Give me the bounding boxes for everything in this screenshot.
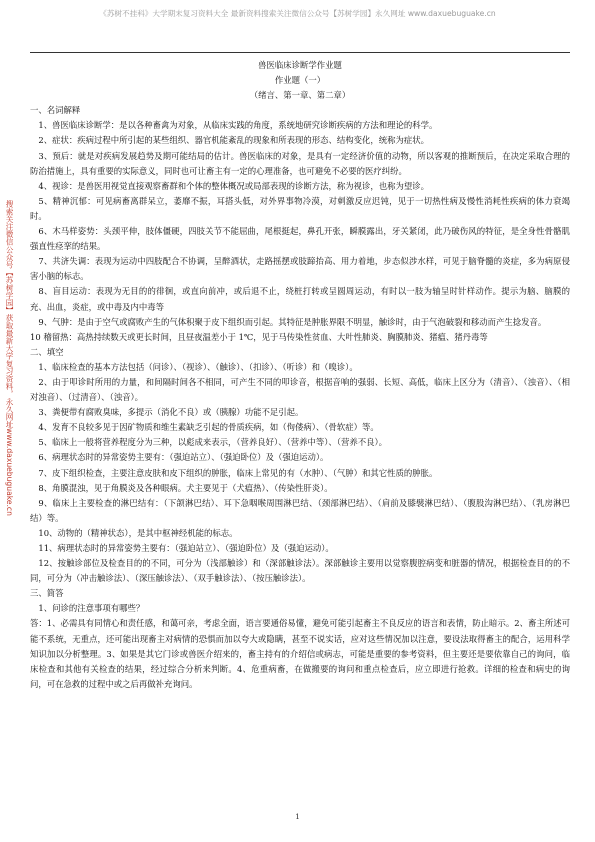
- term-item: 2、症状：疾病过程中所引起的某些组织、器官机能紊乱的现象和所表现的形态、结构变化，统称为症状。: [38, 135, 429, 146]
- fill-item: 10、动物的（精神状态），是其中枢神经机能的标志。: [38, 527, 238, 538]
- fill-item: 7、皮下组织检查，主要注意皮肤和皮下组织的肿胀，临床上常见的有（水肿）、（气肿）和其它性质的肿胀。: [38, 467, 438, 478]
- term-item: 10 稽留热：高热持续数天或更长时间，且昼夜温差小于 1℃，见于马传染性贫血、大叶性肺炎、胸膜肺炎、猪瘟、猪丹毒等: [30, 331, 488, 342]
- fill-item: 9、临床上主要检查的淋巴结有：（下颌淋巴结）、耳下急咽喉周围淋巴结、（颈部淋巴结）、（肩前及膝襞淋巴结）、（腹股沟淋巴结）、（乳房淋巴结）等。: [30, 497, 570, 523]
- side-watermark: 搜索关注微信公众号【苏树学园】获取最新大学复习资料，永久网址www.daxuebuguake.cn: [5, 200, 14, 516]
- term-item: 6、木马样姿势：头颈平伸，肢体僵硬，四肢关节不能屈曲，尾根挺起，鼻孔开张，瞬膜露出，牙关紧闭，此乃破伤风的特征，是全身性骨骼肌强直性痉挛的结果。: [30, 226, 570, 252]
- fill-item: 11、病理状态时的异常姿势主要有：（强迫站立）、（强迫卧位）及（强迫运动）。: [38, 543, 334, 553]
- section-heading-terms: 一、名词解释: [30, 105, 81, 116]
- page-number: 1: [295, 812, 300, 821]
- term-item: 4、视诊：是兽医用视觉直接观察畜群和个体的整体概况或局部表现的诊断方法，称为视诊，也称为望诊。: [38, 180, 429, 191]
- fill-item: 12、按触诊部位及检查目的的不同，可分为（浅部触诊）和（深部触诊法）。深部触诊主要用以觉察腹腔病变和脏器的情况，根据检查目的的不同，可分为（冲击触诊法）、（深压触诊法）、（双手触诊法）、（按压触诊法）。: [30, 558, 570, 584]
- answer-text: 答：1、必需具有同情心和责任感，和蔼可亲，考虑全面，语言要通俗易懂，避免可能引起畜主不良反应的语言和表情，防止暗示。2、畜主所述可能不系统，无重点，还可能出现畜主对病情的恐惧而加以夸大或隐瞒，甚至不说实话，应对这些情况加以注意，要设法取得畜主的配合，运用科学知识加以分析整理。3、如果是其它门诊或兽医介绍来的，畜主持有的介绍信或病志，可能是重要的参考资料，但主要还是要依靠自己的询问，临床检查和其他有关检查的结果，经过综合分析来判断。4、危重病畜，在做搬要的询问和重点检查后，应立即进行抢救。详细的检查和病史的询问，可在急救的过程中或之后再做补充询问。: [30, 618, 570, 689]
- term-item: 5、精神沉郁：可见病畜离群呆立，萎靡不振，耳搭头低，对外界事物冷漠，对刺激反应迟钝，见于一切热性病及慢性消耗性疾病的体力衰竭时。: [30, 195, 570, 221]
- fill-item: 8、角膜混浊，见于角膜炎及各种眼病。犬主要见于（犬瘟热）、（传染性肝炎）。: [38, 482, 333, 493]
- term-item: 3、预后：就是对疾病发展趋势及期可能结局的估计。兽医临床的对象，是具有一定经济价值的动物，所以客观的推断预后，在决定采取合理的防治措施上，具有重要的实际意义，同时也可让畜主有一定的心理准备，也可避免不必要的医疗纠纷。: [30, 150, 570, 176]
- fill-item: 3、粪便带有腐败臭味，多提示（消化不良）或（胰腺）功能不足引起。: [38, 407, 304, 418]
- term-item: 8、盲目运动：表现为无目的的徘徊，或直向前冲，或后退不止，绕桩打转或呈圆周运动，有时以一肢为轴呈时针样动作。提示为脑、脑膜的充、出血，炎症，或中毒及内中毒等: [30, 286, 570, 312]
- fill-item: 5、临床上一般将营养程度分为三种，以彪成来表示，（营养良好）、（营养中等）、（营养不良）。: [38, 437, 388, 448]
- fill-item: 1、临床检查的基本方法包括（问诊）、（视诊）、（触诊）、（扣诊）、（听诊）和（嗅诊）。: [38, 361, 358, 372]
- chapter-range: （绪言、第一章、第二章）: [249, 90, 351, 101]
- term-item: 9、气肿：是由于空气或腐败产生的气体积聚于皮下组织而引起。其特征是肿胀界限不明显，触诊时，由于气泡破裂和移动而产生捻发音。: [38, 316, 547, 327]
- section-heading-fill: 二、填空: [30, 346, 64, 357]
- term-item: 7、共济失调：表现为运动中四肢配合不协调，呈醉酒状，走路摇摆或肢蹄抬高、用力着地，步态似涉水样，可见于脑脊髓的炎症，多为病原侵害小脑的标志。: [30, 256, 570, 282]
- term-item: 1、兽医临床诊断学：是以各种畜禽为对象，从临床实践的角度，系统地研究诊断疾病的方法和理论的科学。: [38, 120, 438, 131]
- watermark-banner: 《苏树不挂科》大学期末复习资料大全 最新资料搜索关注微信公众号【苏树学园】永久网址 www.daxuebuguake.cn: [99, 9, 496, 18]
- question-item: 1、问诊的注意事项有哪些？: [38, 603, 145, 614]
- document-title: 兽医临床诊断学作业题: [258, 60, 342, 70]
- fill-item: 4、发育不良较多见于因矿物质和维生素缺乏引起的骨质疾病，如（佝偻病）、（骨软症）等。: [38, 422, 379, 433]
- fill-item: 2、由于叩诊时所用的力量，和间隔时间各不相同，可产生不同的叩诊音，根据音响的强弱、长短、高低，临床上区分为（清音）、（浊音）、（相对浊音）、（过清音）、（浊音）。: [30, 376, 570, 403]
- section-heading-qa: 三、简答: [30, 588, 64, 599]
- document-body: [30, 58, 570, 692]
- document-subtitle: 作业题（一）: [274, 75, 326, 86]
- header-divider: [30, 52, 570, 53]
- fill-item: 6、病理状态时的异常姿势主要有：（强迫站立）、（强迫卧位）及（强迫运动）。: [38, 452, 329, 463]
